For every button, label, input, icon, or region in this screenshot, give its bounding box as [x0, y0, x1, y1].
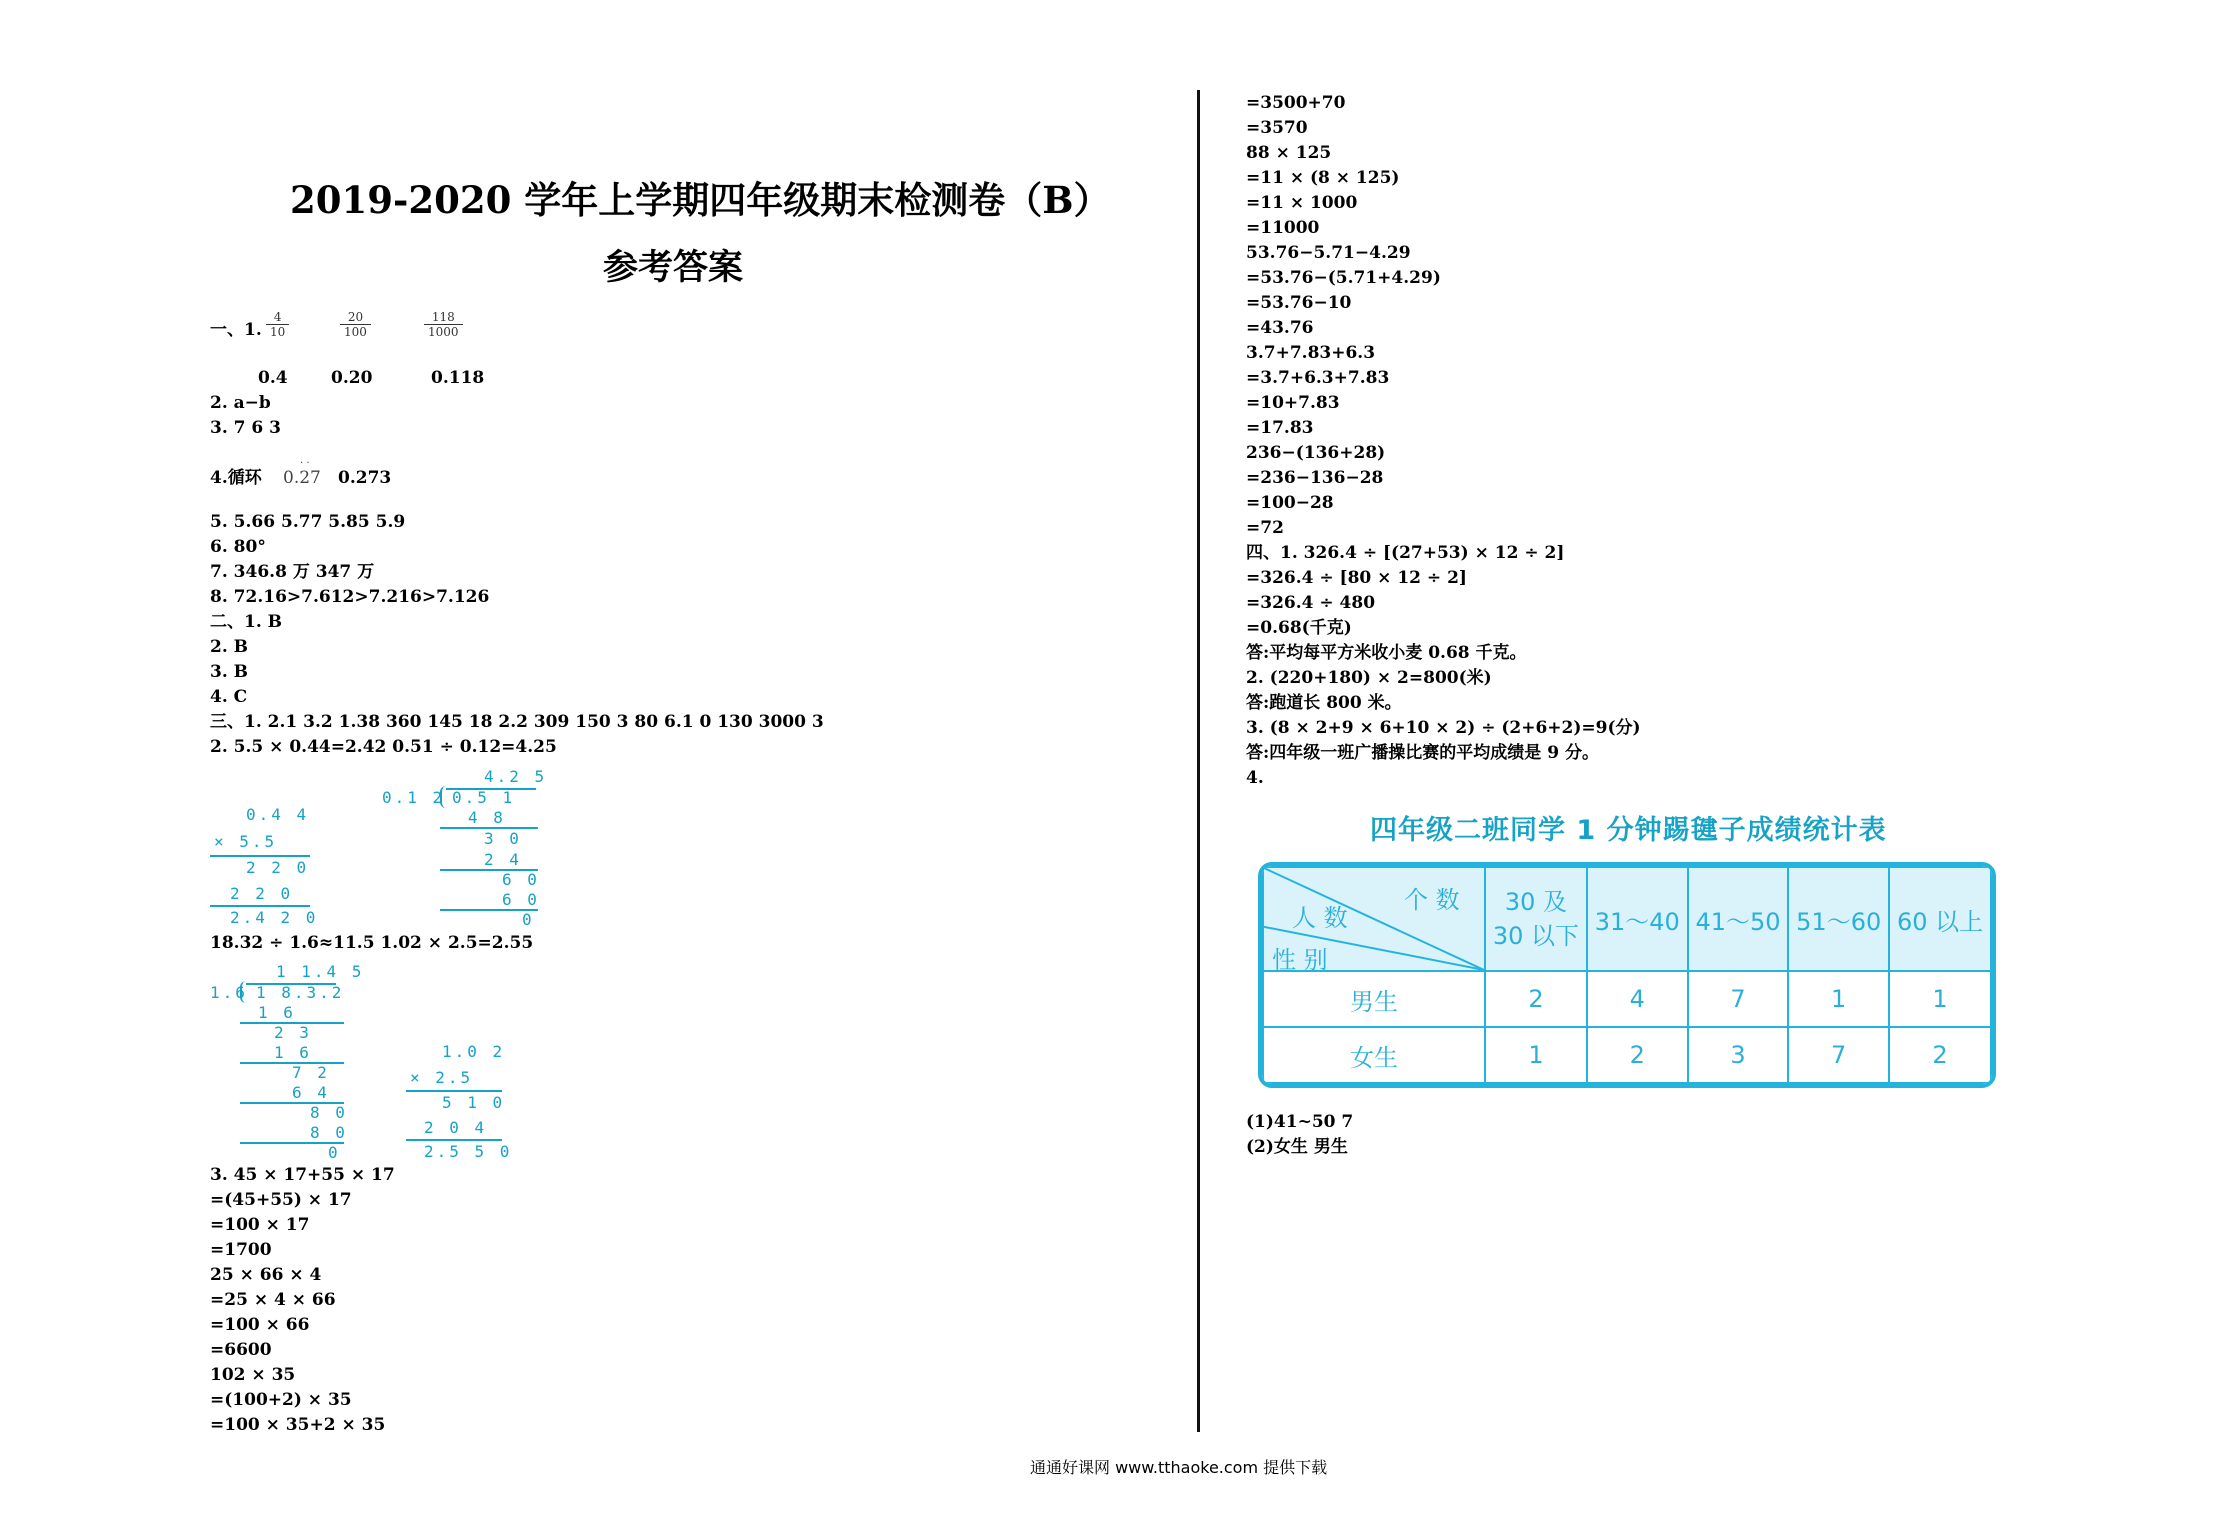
sec3-q3-line8: =6600: [210, 1340, 272, 1360]
calc2-divisor: 0.1 2: [382, 788, 446, 807]
fraction-3: [424, 310, 463, 339]
right-line: =53.76−10: [1246, 293, 1352, 313]
calc3-step8: 0: [328, 1143, 341, 1162]
right-line: =11000: [1246, 218, 1320, 238]
calc3-step5: 6 4: [292, 1083, 330, 1102]
stat-table: [1258, 862, 1996, 1088]
corner-bottom-label: 性 别: [1272, 946, 1328, 974]
right-line: =11 × (8 × 125): [1246, 168, 1400, 188]
column-divider: [1197, 90, 1200, 1432]
calc2-step3: 2 4: [484, 850, 522, 869]
q8: 8. 72.16>7.612>7.216>7.126: [210, 587, 490, 607]
q4-value: 0.273: [338, 468, 392, 488]
calc1-rule1: [210, 855, 310, 857]
right-line: 3.7+7.83+6.3: [1246, 343, 1376, 363]
sec3-q2b: 18.32 ÷ 1.6≈11.5 1.02 × 2.5=2.55: [210, 933, 534, 953]
calc2-step1: 4 8: [468, 808, 506, 827]
right-line: =3500+70: [1246, 93, 1346, 113]
right-line: =43.76: [1246, 318, 1314, 338]
sec3-q3-line1: 3. 45 × 17+55 × 17: [210, 1165, 395, 1185]
stat-header-cell: 51～60: [1788, 867, 1889, 971]
fraction-2-num: 20: [347, 310, 364, 324]
calc3-step1: 1 6: [258, 1003, 296, 1022]
calc2-step6: 0: [522, 910, 535, 929]
sec2-q3: 3. B: [210, 662, 249, 682]
page-title: 2019-2020 学年上学期四年级期末检测卷（B）: [290, 178, 1111, 222]
calc1-line4: 2 2 0: [230, 884, 294, 903]
stat-header-cell: 60 以上: [1889, 867, 1991, 971]
sec3-q3-line4: =1700: [210, 1240, 272, 1260]
right-line: 88 × 125: [1246, 143, 1332, 163]
calc4-line1: 1.0 2: [442, 1042, 506, 1061]
q2: 2. a−b: [210, 393, 271, 413]
calc4-rule2: [406, 1139, 502, 1141]
stat-cell: 3: [1688, 1027, 1789, 1083]
sec3-q2: 2. 5.5 × 0.44=2.42 0.51 ÷ 0.12=4.25: [210, 737, 557, 757]
footer-text: 通通好课网 www.tthaoke.com 提供下载: [1030, 1458, 1328, 1477]
right-line: =11 × 1000: [1246, 193, 1358, 213]
right-line: 236−(136+28): [1246, 443, 1386, 463]
page-subtitle: 参考答案: [603, 247, 744, 288]
stat-header-cell: 31～40: [1587, 867, 1688, 971]
stat-row-label: 男生: [1263, 971, 1485, 1027]
calc1-line3: 2 2 0: [246, 858, 310, 877]
q3: 3. 7 6 3: [210, 418, 281, 438]
stat-table-title: 四年级二班同学 1 分钟踢毽子成绩统计表: [1370, 815, 1887, 846]
stat-header-cell: 41～50: [1688, 867, 1789, 971]
stat-cell: 7: [1688, 971, 1789, 1027]
calc2-step5: 6 0: [502, 890, 540, 909]
calc3-step2: 2 3: [274, 1023, 312, 1042]
calc1-line1: 0.4 4: [246, 805, 310, 824]
decimal-1: 0.4: [258, 368, 288, 388]
stat-cell: 2: [1889, 1027, 1991, 1083]
right-line: =3.7+6.3+7.83: [1246, 368, 1390, 388]
sec3-q3-line3: =100 × 17: [210, 1215, 310, 1235]
calc1-line5: 2.4 2 0: [230, 908, 319, 927]
right-line: =3570: [1246, 118, 1308, 138]
q4-repeat-dots: · ·: [300, 458, 310, 469]
sec3-q3-line2: =(45+55) × 17: [210, 1190, 352, 1210]
fraction-2-den: 100: [340, 324, 371, 339]
stat-answer-1: (1)41~50 7: [1246, 1112, 1354, 1132]
sec2-q4: 4. C: [210, 687, 248, 707]
calc4-rule1: [406, 1090, 502, 1092]
decimal-2: 0.20: [331, 368, 373, 388]
right-line: =236−136−28: [1246, 468, 1384, 488]
corner-top-label: 个 数: [1404, 886, 1460, 914]
calc1-line2: × 5.5: [214, 832, 278, 851]
right-line: 四、1. 326.4 ÷ [(27+53) × 12 ÷ 2]: [1246, 543, 1565, 563]
stat-cell: 7: [1788, 1027, 1889, 1083]
stat-cell: 1: [1889, 971, 1991, 1027]
calc2-step4: 6 0: [502, 870, 540, 889]
fraction-1: [266, 310, 289, 339]
fraction-3-den: 1000: [424, 324, 463, 339]
calc3-quotient: 1 1.4 5: [276, 962, 365, 981]
calc3-step3: 1 6: [274, 1043, 312, 1062]
right-line: 2. (220+180) × 2=800(米): [1246, 668, 1492, 688]
sec3-q3-line10: =(100+2) × 35: [210, 1390, 352, 1410]
sec3-q3-line6: =25 × 4 × 66: [210, 1290, 336, 1310]
stat-cell: 2: [1587, 1027, 1688, 1083]
right-line: =72: [1246, 518, 1284, 538]
calc3-dividend: 1 8.3.2: [256, 983, 345, 1002]
calc4-line2: × 2.5: [410, 1068, 474, 1087]
stat-cell: 1: [1485, 1027, 1587, 1083]
sec3-q3-line9: 102 × 35: [210, 1365, 296, 1385]
q1-label: 一、1.: [210, 320, 262, 340]
stat-corner-cell: [1263, 867, 1485, 974]
sec2-q2: 2. B: [210, 637, 249, 657]
fraction-3-num: 118: [431, 310, 455, 324]
right-line: =53.76−(5.71+4.29): [1246, 268, 1441, 288]
stat-cell: 2: [1485, 971, 1587, 1027]
right-line: =326.4 ÷ 480: [1246, 593, 1376, 613]
calc2-step2: 3 0: [484, 829, 522, 848]
calc4-line4: 2 0 4: [424, 1118, 488, 1137]
decimal-3: 0.118: [431, 368, 485, 388]
sec3-q3-line7: =100 × 66: [210, 1315, 310, 1335]
right-line: =100−28: [1246, 493, 1334, 513]
sec3-q1: 三、1. 2.1 3.2 1.38 360 145 18 2.2 309 150 3 80 6.1 0 130 3000 3: [210, 712, 824, 732]
sec3-q3-line5: 25 × 66 × 4: [210, 1265, 322, 1285]
right-line: =326.4 ÷ [80 × 12 ÷ 2]: [1246, 568, 1467, 588]
sec3-q3-line11: =100 × 35+2 × 35: [210, 1415, 386, 1435]
sec2-q1: 二、1. B: [210, 612, 283, 632]
right-line: 答:跑道长 800 米。: [1246, 693, 1402, 713]
stat-cell: 1: [1788, 971, 1889, 1027]
calc3-step7: 8 0: [310, 1123, 348, 1142]
stat-row-label: 女生: [1263, 1027, 1485, 1083]
right-line: 4.: [1246, 768, 1264, 788]
calc2-quotient: 4.2 5: [484, 767, 548, 786]
fraction-2: [340, 310, 371, 339]
fraction-1-den: 10: [266, 324, 289, 339]
calc3-divisor: 1.6: [210, 983, 248, 1002]
q5: 5. 5.66 5.77 5.85 5.9: [210, 512, 406, 532]
right-line: 53.76−5.71−4.29: [1246, 243, 1411, 263]
right-line: =17.83: [1246, 418, 1314, 438]
right-line: 答:四年级一班广播操比赛的平均成绩是 9 分。: [1246, 743, 1599, 763]
q7: 7. 346.8 万 347 万: [210, 562, 375, 582]
q4-label: 4.循环: [210, 468, 262, 488]
calc1-rule2: [210, 905, 310, 907]
calc4-line3: 5 1 0: [442, 1093, 506, 1112]
corner-mid-label: 人 数: [1292, 904, 1348, 932]
fraction-1-num: 4: [273, 310, 282, 324]
right-line: 3. (8 × 2+9 × 6+10 × 2) ÷ (2+6+2)=9(分): [1246, 718, 1641, 738]
calc3-step4: 7 2: [292, 1063, 330, 1082]
stat-cell: 4: [1587, 971, 1688, 1027]
right-line: 答:平均每平方米收小麦 0.68 千克。: [1246, 643, 1527, 663]
right-line: =0.68(千克): [1246, 618, 1352, 638]
stat-header-cell: 30 及 30 以下: [1485, 867, 1587, 971]
calc3-step6: 8 0: [310, 1103, 348, 1122]
q6: 6. 80°: [210, 537, 266, 557]
q4-repeating: 0.27: [283, 468, 321, 488]
calc4-line5: 2.5 5 0: [424, 1142, 513, 1161]
stat-answer-2: (2)女生 男生: [1246, 1137, 1348, 1157]
right-line: =10+7.83: [1246, 393, 1340, 413]
calc2-dividend: 0.5 1: [452, 788, 516, 807]
